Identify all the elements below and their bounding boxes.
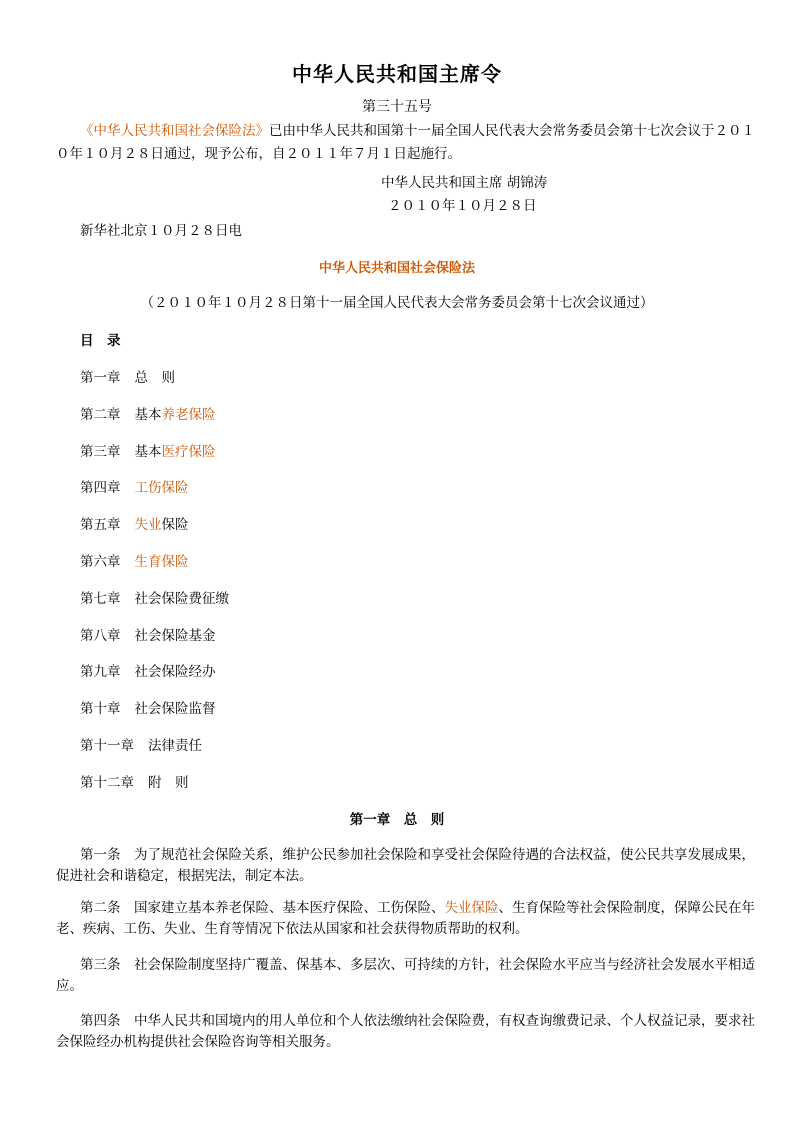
toc-item: 第四章 工伤保险: [80, 480, 189, 497]
toc-item: 第二章 基本养老保险: [80, 406, 216, 423]
toc-item: 第八章 社会保险基金: [80, 627, 216, 644]
toc-item: 第一章 总 则: [80, 370, 175, 386]
toc-item: 第三章 基本医疗保险: [80, 443, 216, 460]
close-quote: 》: [255, 123, 269, 139]
page-title: 中华人民共和国主席令: [292, 62, 502, 86]
toc-item: 第九章 社会保险经办: [80, 664, 216, 681]
sign-date: ２０１０年１０月２８日: [388, 198, 537, 214]
toc-item: 第十章 社会保险监督: [80, 701, 216, 718]
open-quote: 《: [80, 123, 94, 139]
toc-item: 第五章 失业保险: [80, 517, 189, 534]
chapter-heading: 第一章 总 则: [349, 812, 445, 828]
article-2: 第二条 国家建立基本养老保险、基本医疗保险、工伤保险、失业保险、生育保险等社会保险制度，保障公民在年老、疾病、工伤、失业、生育等情况下依法从国家和社会获得物质帮助的权利。: [56, 900, 755, 937]
toc-item: 第六章 生育保险: [80, 553, 189, 570]
toc-link[interactable]: 生育保险: [134, 553, 189, 570]
toc-link[interactable]: 工伤保险: [134, 480, 189, 497]
toc-link[interactable]: 失业: [134, 517, 162, 534]
promulgation-text: 已由中华人民共和国第十一届全国人民代表大会常务委员会第十七次会议于２０１０年１０月２８日通过，现予公布，自２０１１年７月１日起施行。: [56, 123, 755, 162]
article-3: 第三条 社会保险制度坚持广覆盖、保基本、多层次、可持续的方针，社会保险水平应当与经济社会发展水平相适应。: [56, 957, 755, 994]
signer: 中华人民共和国主席 胡锦涛: [381, 175, 548, 191]
law-title: 中华人民共和国社会保险法: [318, 261, 475, 276]
toc-item: 第十二章 附 则: [80, 774, 189, 791]
toc-heading: 目 录: [80, 333, 121, 349]
law-subtitle: （２０１０年１０月２８日第十一届全国人民代表大会常务委员会第十七次会议通过）: [140, 295, 654, 311]
article-1: 第一条 为了规范社会保险关系，维护公民参加社会保险和享受社会保险待遇的合法权益，使公民共享发展成果，促进社会和谐稳定，根据宪法，制定本法。: [56, 847, 755, 884]
table-of-contents: [80, 366, 229, 808]
order-number: 第三十五号: [362, 99, 432, 115]
dateline: 新华社北京１０月２８日电: [80, 223, 242, 239]
toc-item: 第十一章 法律责任: [80, 737, 202, 754]
toc-link[interactable]: 医疗保险: [161, 443, 216, 460]
toc-item: 第七章 社会保险费征缴: [80, 590, 229, 607]
toc-link[interactable]: 养老保险: [161, 406, 216, 423]
article-link[interactable]: 失业保险: [444, 900, 499, 916]
article-4: 第四条 中华人民共和国境内的用人单位和个人依法缴纳社会保险费，有权查询缴费记录、个人权益记录，要求社会保险经办机构提供社会保险咨询等相关服务。: [56, 1013, 755, 1050]
law-link[interactable]: 中华人民共和国社会保险法: [93, 123, 256, 139]
promulgation-paragraph: [56, 120, 756, 166]
